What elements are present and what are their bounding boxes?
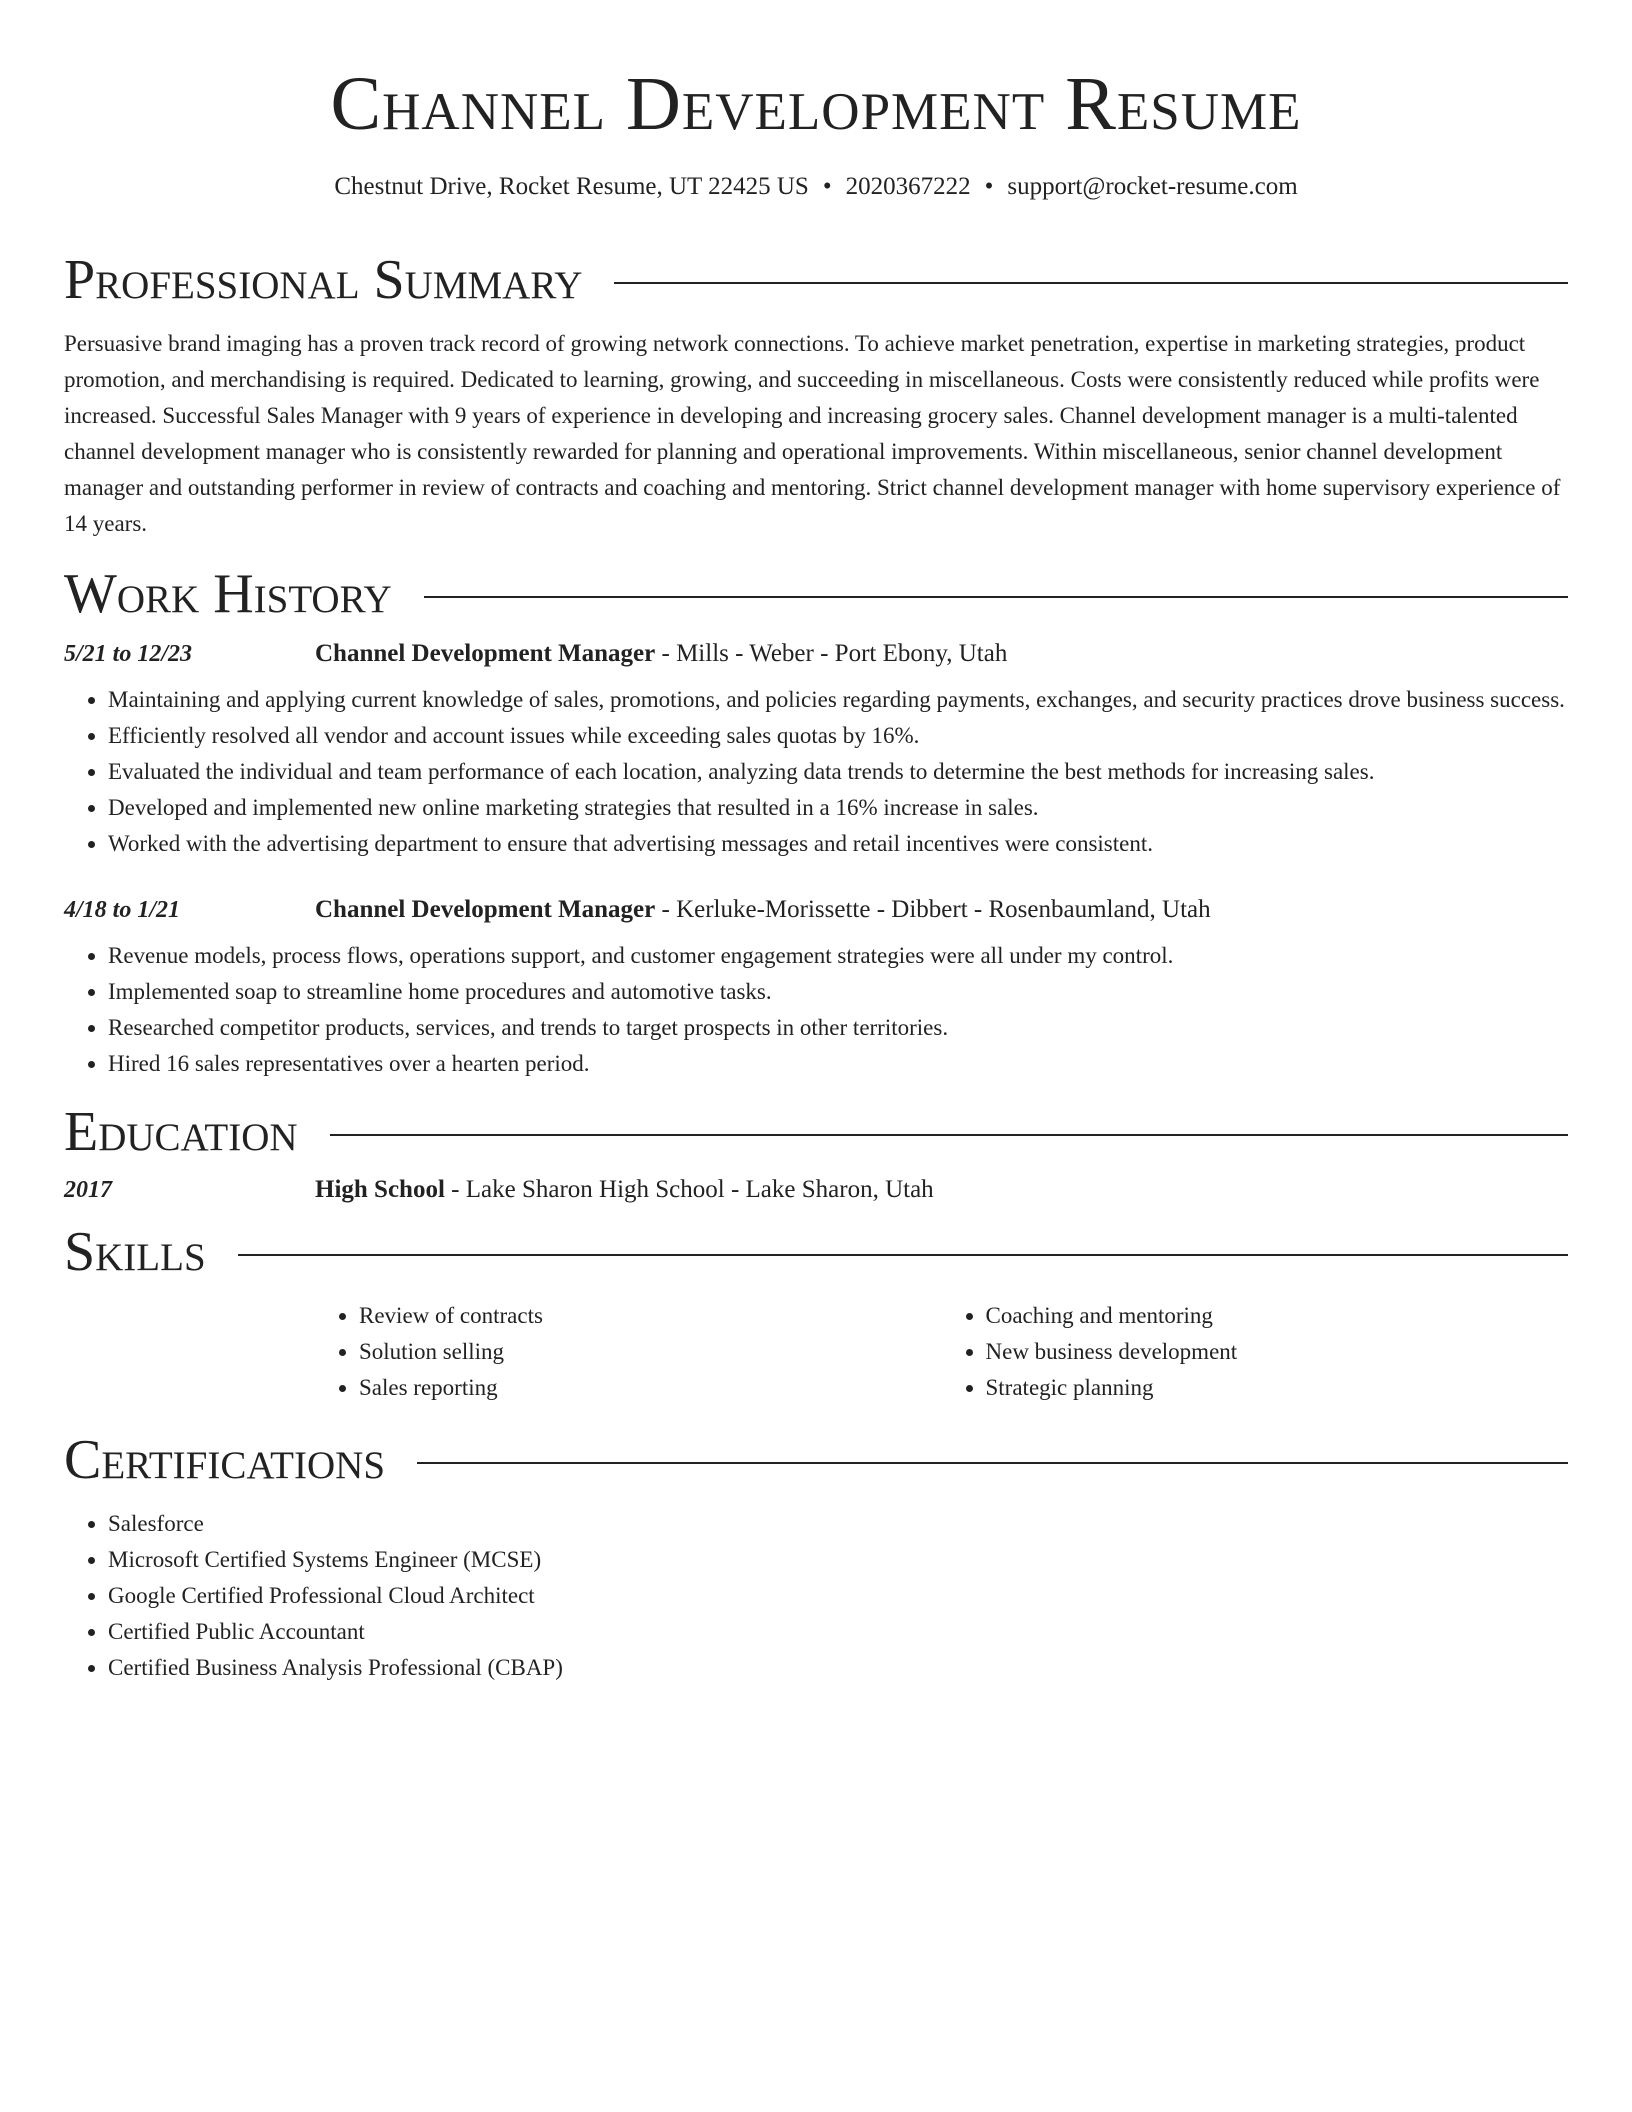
- list-item: • Coaching and mentoring: [986, 1298, 1569, 1334]
- contact-separator: •: [822, 173, 832, 200]
- list-item: • Certified Public Accountant: [108, 1614, 1568, 1650]
- skills-column-right: [942, 1298, 1569, 1406]
- job-title-line: [315, 640, 1007, 668]
- education-entry: [64, 1176, 1568, 1204]
- job-entry: [64, 640, 1568, 862]
- job-details: - Mills - Weber - Port Ebony, Utah: [655, 640, 1008, 667]
- work-section-header: [64, 562, 1568, 626]
- job-bullets: [64, 938, 1568, 1082]
- skills-section-header: [64, 1220, 1568, 1284]
- list-item: • Maintaining and applying current knowledge of sales, promotions, and policies regarding payments, exchanges, and security practices drove business success.: [108, 682, 1568, 718]
- job-bullets: [64, 682, 1568, 862]
- list-item: • Revenue models, process flows, operations support, and customer engagement strategies were all under my control.: [108, 938, 1568, 974]
- list-item: • Google Certified Professional Cloud Architect: [108, 1578, 1568, 1614]
- education-heading: Education: [64, 1101, 298, 1163]
- education-section-header: [64, 1100, 1568, 1164]
- certifications-heading: Certifications: [64, 1429, 386, 1491]
- contact-email: support@rocket-resume.com: [1007, 173, 1298, 200]
- summary-section-header: [64, 248, 1568, 312]
- job-details: - Kerluke-Morissette - Dibbert - Rosenbaumland, Utah: [655, 896, 1211, 923]
- section-divider: [238, 1254, 1568, 1256]
- work-heading: Work History: [64, 563, 392, 625]
- job-entry: [64, 896, 1568, 1082]
- education-title-line: [315, 1176, 934, 1204]
- certifications-section-header: [64, 1428, 1568, 1492]
- summary-text: Persuasive brand imaging has a proven track record of growing network connections. To achieve market penetration, expertise in marketing strategies, product promotion, and merchandising is required. Dedicated to learning, growing, and succeeding in miscellaneous. Costs were consistently reduced while profits were increased. Successful Sales Manager with 9 years of experience in developing and increasing grocery sales. Channel development manager is a multi-talented channel development manager who is consistently rewarded for planning and operational improvements. Within miscellaneous, senior channel development manager and outstanding performer in review of contracts and coaching and mentoring. Strict channel development manager with home supervisory experience of 14 years.: [64, 331, 1561, 536]
- resume-page: [64, 0, 1568, 1686]
- section-divider: [614, 282, 1568, 284]
- education-degree: High School: [315, 1176, 445, 1203]
- job-title: Channel Development Manager: [315, 640, 656, 667]
- list-item: • Implemented soap to streamline home procedures and automotive tasks.: [108, 974, 1568, 1010]
- list-item: • Hired 16 sales representatives over a hearten period.: [108, 1046, 1568, 1082]
- list-item: • Evaluated the individual and team performance of each location, analyzing data trends to determine the best methods for increasing sales.: [108, 754, 1568, 790]
- job-header: [64, 640, 1568, 668]
- list-item: • Efficiently resolved all vendor and account issues while exceeding sales quotas by 16%.: [108, 718, 1568, 754]
- job-header: [64, 896, 1568, 924]
- list-item: • Strategic planning: [986, 1370, 1569, 1406]
- contact-phone: 2020367222: [845, 173, 971, 200]
- education-details: - Lake Sharon High School - Lake Sharon, Utah: [444, 1176, 934, 1203]
- list-item: • Salesforce: [108, 1506, 1568, 1542]
- contact-address: Chestnut Drive, Rocket Resume, UT 22425 US: [334, 173, 809, 200]
- list-item: • Review of contracts: [359, 1298, 942, 1334]
- contact-separator: •: [984, 173, 994, 200]
- skills-heading: Skills: [64, 1221, 206, 1283]
- list-item: • New business development: [986, 1334, 1569, 1370]
- skills-grid: [315, 1298, 1568, 1406]
- section-divider: [330, 1134, 1568, 1136]
- contact-line: [64, 170, 1568, 204]
- education-year: 2017: [64, 1177, 112, 1203]
- job-title: Channel Development Manager: [315, 896, 656, 923]
- job-dates: 5/21 to 12/23: [64, 641, 193, 667]
- skills-column-left: [315, 1298, 942, 1406]
- section-divider: [424, 596, 1568, 598]
- resume-title: Channel Development Resume: [330, 62, 1302, 146]
- job-title-line: [315, 896, 1211, 924]
- list-item: • Sales reporting: [359, 1370, 942, 1406]
- certifications-list: [64, 1506, 1568, 1686]
- list-item: • Certified Business Analysis Professional (CBAP): [108, 1650, 1568, 1686]
- list-item: • Solution selling: [359, 1334, 942, 1370]
- list-item: • Microsoft Certified Systems Engineer (MCSE): [108, 1542, 1568, 1578]
- list-item: • Developed and implemented new online marketing strategies that resulted in a 16% increase in sales.: [108, 790, 1568, 826]
- section-divider: [417, 1462, 1568, 1464]
- job-dates: 4/18 to 1/21: [64, 897, 181, 923]
- summary-heading: Professional Summary: [64, 249, 583, 311]
- list-item: • Researched competitor products, services, and trends to target prospects in other territories.: [108, 1010, 1568, 1046]
- list-item: • Worked with the advertising department to ensure that advertising messages and retail incentives were consistent.: [108, 826, 1568, 862]
